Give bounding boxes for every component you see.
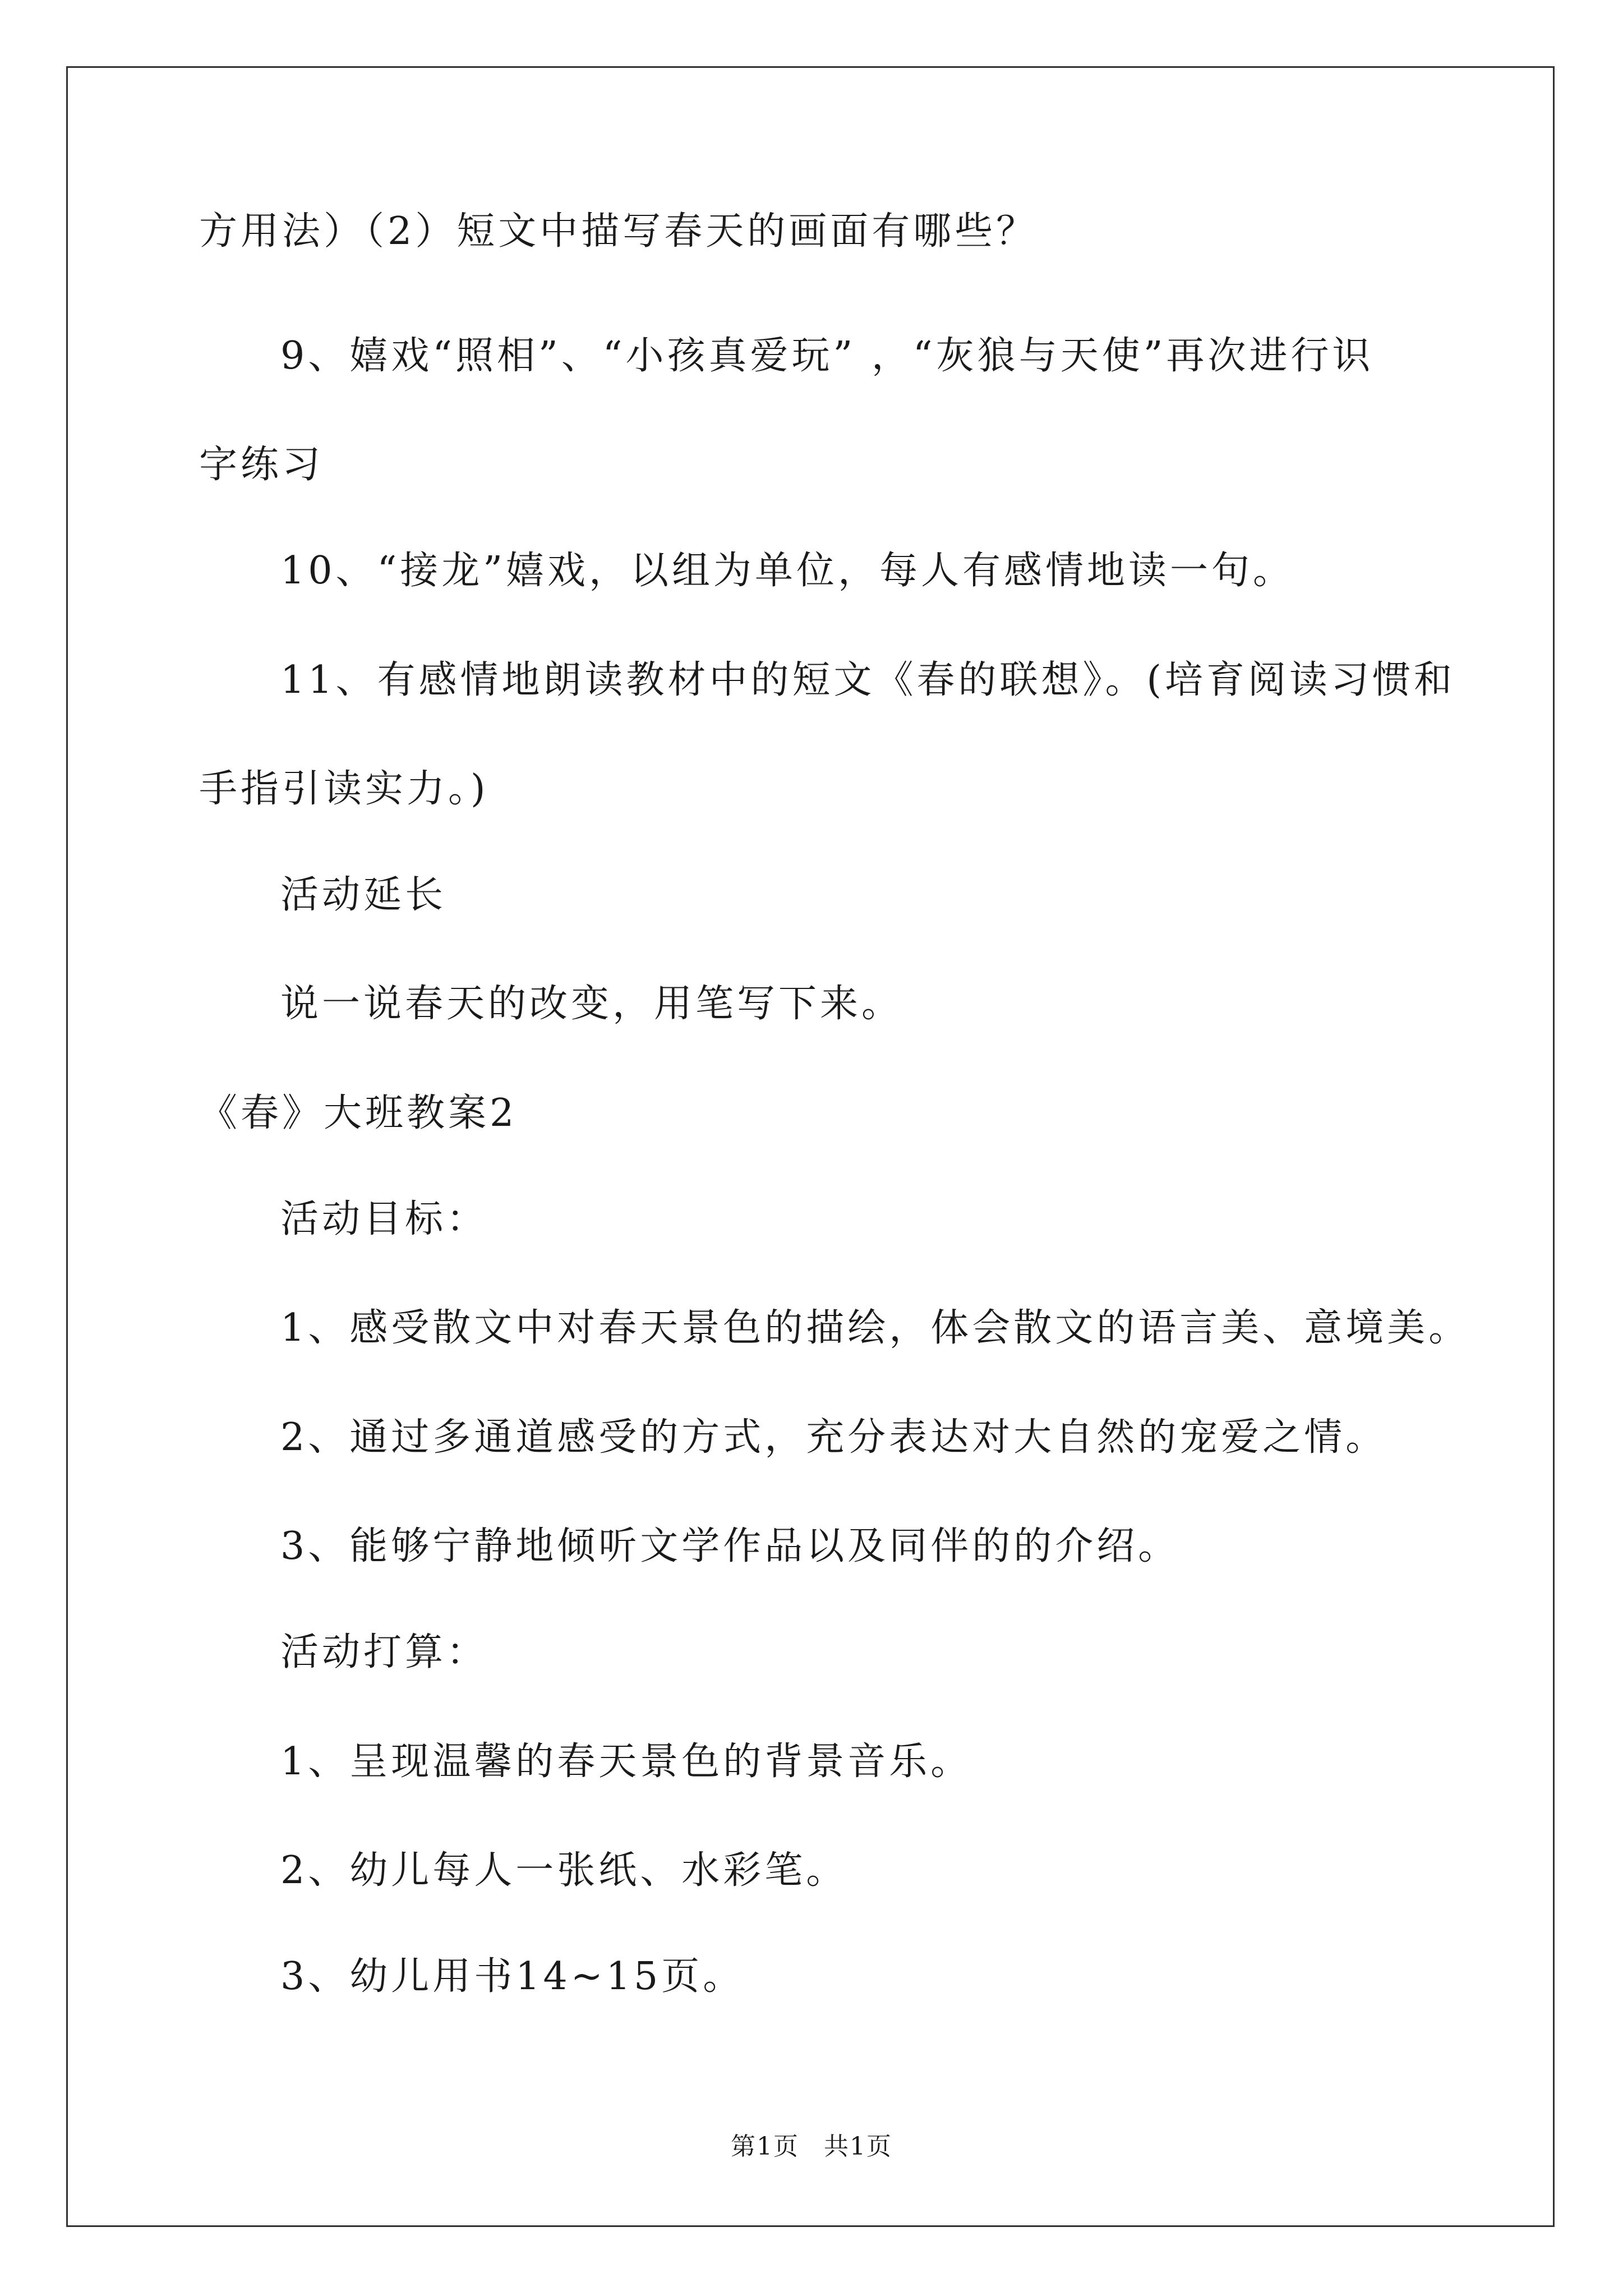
text-line: 字练习 — [199, 443, 324, 487]
text-line: 9、嬉戏“照相”、“小孩真爱玩” ，“灰狼与天使”再次进行识 — [280, 334, 1374, 378]
text-line: 活动目标： — [280, 1197, 488, 1241]
text-line: 1、呈现温馨的春天景色的背景音乐。 — [280, 1740, 972, 1784]
text-line: 手指引读实力。) — [199, 767, 489, 811]
text-line: 2、通过多通道感受的方式，充分表达对大自然的宠爱之情。 — [280, 1415, 1387, 1460]
text-line: 活动打算： — [280, 1630, 488, 1674]
page-footer — [0, 2132, 1623, 2162]
page-border — [66, 66, 1555, 2227]
text-line: 10、“接龙”嬉戏，以组为单位，每人有感情地读一句。 — [280, 549, 1295, 593]
page-total: 共1页 — [824, 2132, 892, 2161]
text-line: 2、幼儿每人一张纸、水彩笔。 — [280, 1848, 848, 1893]
text-line: 3、幼儿用书14~15页。 — [280, 1954, 745, 1999]
text-line: 方用法）（2）短文中描写春天的画面有哪些？ — [199, 209, 1038, 254]
page-number: 第1页 — [731, 2132, 799, 2161]
text-line: 3、能够宁静地倾听文学作品以及同伴的的介绍。 — [280, 1524, 1180, 1568]
section-heading: 《春》大班教案2 — [199, 1091, 518, 1135]
text-line: 1、感受散文中对春天景色的描绘，体会散文的语言美、意境美。 — [280, 1306, 1470, 1350]
text-line: 11、有感情地朗读教材中的短文《春的联想》。(培育阅读习惯和 — [280, 658, 1456, 702]
text-line: 活动延长 — [280, 873, 447, 917]
text-line: 说一说春天的改变，用笔写下来。 — [280, 982, 903, 1026]
